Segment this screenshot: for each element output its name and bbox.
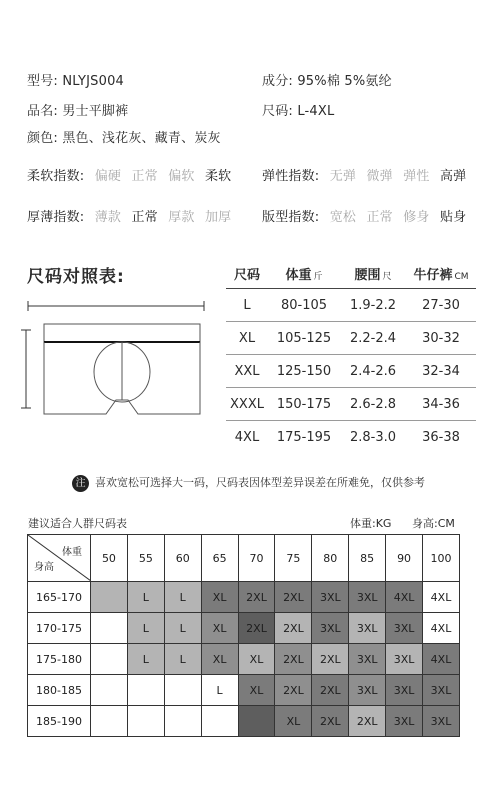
table-row: [226, 289, 476, 322]
fit-option: 贴身: [439, 210, 467, 225]
weight-header-cell: 65: [201, 535, 238, 582]
note-text: 喜欢宽松可选择大一码，尺码表因体型差异误差在所难免，仅供参考: [95, 476, 425, 489]
weight-header-cell: 75: [275, 535, 312, 582]
thickness-label: 厚薄指数:: [27, 210, 85, 225]
size-recommend-cell: 3XL: [386, 613, 423, 644]
size-recommend-cell: [201, 706, 238, 737]
weight-header-cell: 60: [164, 535, 201, 582]
weight-cell: 175-195: [268, 421, 340, 454]
size-recommend-cell: [164, 675, 201, 706]
size-chart-title: 尺码对照表:: [27, 267, 125, 287]
table-row: [226, 322, 476, 355]
size-recommend-cell: 2XL: [238, 613, 275, 644]
size-recommend-cell: [238, 706, 275, 737]
weight-header-cell: 80: [312, 535, 349, 582]
table-row: [226, 421, 476, 454]
size-row: [262, 100, 334, 119]
weight-cell: 150-175: [268, 388, 340, 421]
size-recommend-cell: [91, 706, 128, 737]
size-cell: 4XL: [226, 421, 268, 454]
name-value: 男士平脚裤: [62, 104, 129, 119]
fit-index: [262, 206, 472, 225]
size-recommend-cell: L: [127, 582, 164, 613]
size-chart-header: 腰围 尺: [340, 258, 406, 289]
model-row: [27, 70, 124, 89]
size-recommend-cell: 3XL: [423, 675, 460, 706]
name-label: 品名:: [27, 104, 58, 119]
size-recommend-cell: 3XL: [312, 582, 349, 613]
size-recommend-cell: [127, 706, 164, 737]
thickness-option: 正常: [131, 210, 158, 225]
weight-header-cell: 70: [238, 535, 275, 582]
size-recommend-cell: L: [164, 644, 201, 675]
height-header-cell: 170-175: [28, 613, 91, 644]
softness-index: [27, 165, 237, 184]
height-unit-label: 身高:CM: [412, 517, 455, 530]
size-recommend-cell: 3XL: [349, 644, 386, 675]
note-badge: 注: [72, 475, 89, 492]
weight-header-cell: 90: [386, 535, 423, 582]
softness-option: 偏软: [168, 169, 195, 184]
size-recommend-cell: 3XL: [386, 706, 423, 737]
fit-option: 宽松: [329, 210, 357, 225]
color-value: 黑色、浅花灰、藏青、炭灰: [62, 131, 221, 146]
size-recommend-cell: XL: [238, 644, 275, 675]
size-recommend-cell: L: [127, 613, 164, 644]
size-value: L-4XL: [297, 104, 335, 119]
size-recommend-cell: [127, 675, 164, 706]
size-recommend-cell: 4XL: [423, 582, 460, 613]
softness-option: 偏硬: [94, 169, 122, 184]
composition-label: 成分:: [262, 74, 293, 89]
size-recommend-cell: 2XL: [275, 613, 312, 644]
size-recommend-cell: 2XL: [275, 644, 312, 675]
jeans-cell: 27-30: [406, 289, 476, 322]
size-recommend-cell: [164, 706, 201, 737]
elasticity-option: 无弹: [329, 169, 357, 184]
size-cell: XXXL: [226, 388, 268, 421]
color-label: 颜色:: [27, 131, 58, 146]
size-recommend-cell: L: [201, 675, 238, 706]
corner-height-label: 身高: [34, 562, 54, 573]
thickness-option: 薄款: [94, 210, 122, 225]
size-cell: XXL: [226, 355, 268, 388]
size-recommend-cell: 2XL: [312, 644, 349, 675]
size-cell: XL: [226, 322, 268, 355]
table-row: [226, 388, 476, 421]
size-recommend-cell: 3XL: [386, 644, 423, 675]
model-label: 型号:: [27, 74, 58, 89]
size-note: [72, 474, 425, 492]
size-recommend-cell: 4XL: [423, 613, 460, 644]
recommend-grid: [27, 534, 460, 737]
size-chart-header: 体重 斤: [268, 258, 340, 289]
size-recommend-cell: XL: [201, 644, 238, 675]
size-recommend-cell: XL: [275, 706, 312, 737]
weight-cell: 125-150: [268, 355, 340, 388]
size-recommend-cell: L: [164, 582, 201, 613]
size-cell: L: [226, 289, 268, 322]
size-recommend-cell: 3XL: [349, 582, 386, 613]
table-row: [28, 644, 460, 675]
table-row: [28, 613, 460, 644]
table-row: [28, 675, 460, 706]
table-row: [226, 355, 476, 388]
softness-option: 正常: [131, 169, 158, 184]
weight-header-cell: 100: [423, 535, 460, 582]
size-chart-table: [226, 258, 476, 453]
size-recommend-cell: [91, 613, 128, 644]
weight-unit-label: 体重:KG: [350, 517, 392, 530]
fit-label: 版型指数:: [262, 210, 320, 225]
table-row: [28, 582, 460, 613]
elasticity-index: [262, 165, 472, 184]
softness-label: 柔软指数:: [27, 169, 85, 184]
size-recommend-cell: 3XL: [312, 613, 349, 644]
size-recommend-cell: 4XL: [423, 644, 460, 675]
waist-cell: 2.4-2.6: [340, 355, 406, 388]
size-recommend-cell: 2XL: [312, 675, 349, 706]
thickness-option: 厚款: [168, 210, 195, 225]
color-row: [27, 127, 221, 146]
size-chart-header-row: [226, 258, 476, 289]
thickness-index: [27, 206, 237, 225]
size-recommend-cell: XL: [201, 613, 238, 644]
size-recommend-cell: 2XL: [275, 582, 312, 613]
size-recommend-cell: XL: [201, 582, 238, 613]
size-recommend-cell: [91, 675, 128, 706]
elasticity-option: 高弹: [439, 169, 467, 184]
thickness-option: 加厚: [204, 210, 232, 225]
composition-row: [262, 70, 392, 89]
elasticity-option: 微弹: [366, 169, 393, 184]
size-recommend-cell: 3XL: [386, 675, 423, 706]
weight-header-cell: 85: [349, 535, 386, 582]
softness-option: 柔软: [204, 169, 232, 184]
elasticity-label: 弹性指数:: [262, 169, 320, 184]
fit-option: 正常: [366, 210, 393, 225]
size-recommend-cell: 2XL: [312, 706, 349, 737]
height-header-cell: 175-180: [28, 644, 91, 675]
jeans-cell: 36-38: [406, 421, 476, 454]
elasticity-option: 弹性: [403, 169, 430, 184]
size-recommend-cell: 3XL: [349, 675, 386, 706]
recommend-title: 建议适合人群尺码表: [28, 517, 127, 530]
grid-corner-cell: [28, 535, 91, 582]
size-recommend-cell: L: [127, 644, 164, 675]
size-recommend-cell: 3XL: [423, 706, 460, 737]
size-label: 尺码:: [262, 104, 293, 119]
waist-cell: 2.2-2.4: [340, 322, 406, 355]
size-chart-header: 尺码: [226, 258, 268, 289]
weight-header-cell: 55: [127, 535, 164, 582]
height-header-cell: 180-185: [28, 675, 91, 706]
waist-cell: 2.8-3.0: [340, 421, 406, 454]
waist-cell: 2.6-2.8: [340, 388, 406, 421]
size-recommend-cell: [91, 582, 128, 613]
size-recommend-cell: 2XL: [238, 582, 275, 613]
size-recommend-cell: 4XL: [386, 582, 423, 613]
size-recommend-cell: 2XL: [349, 706, 386, 737]
size-recommend-cell: 3XL: [349, 613, 386, 644]
height-header-cell: 185-190: [28, 706, 91, 737]
grid-header-row: [28, 535, 460, 582]
briefs-diagram-icon: [18, 296, 214, 420]
size-recommend-cell: L: [164, 613, 201, 644]
model-value: NLYJS004: [62, 74, 125, 89]
weight-cell: 105-125: [268, 322, 340, 355]
corner-weight-label: 体重: [62, 547, 82, 558]
weight-header-cell: 50: [91, 535, 128, 582]
table-row: [28, 706, 460, 737]
fit-option: 修身: [403, 210, 430, 225]
size-chart-header: 牛仔裤 CM: [406, 258, 476, 289]
jeans-cell: 30-32: [406, 322, 476, 355]
size-recommend-cell: XL: [238, 675, 275, 706]
jeans-cell: 32-34: [406, 355, 476, 388]
composition-value: 95%棉 5%氨纶: [297, 74, 392, 89]
jeans-cell: 34-36: [406, 388, 476, 421]
size-recommend-cell: 2XL: [275, 675, 312, 706]
waist-cell: 1.9-2.2: [340, 289, 406, 322]
weight-cell: 80-105: [268, 289, 340, 322]
height-header-cell: 165-170: [28, 582, 91, 613]
name-row: [27, 100, 128, 119]
size-recommend-cell: [91, 644, 128, 675]
